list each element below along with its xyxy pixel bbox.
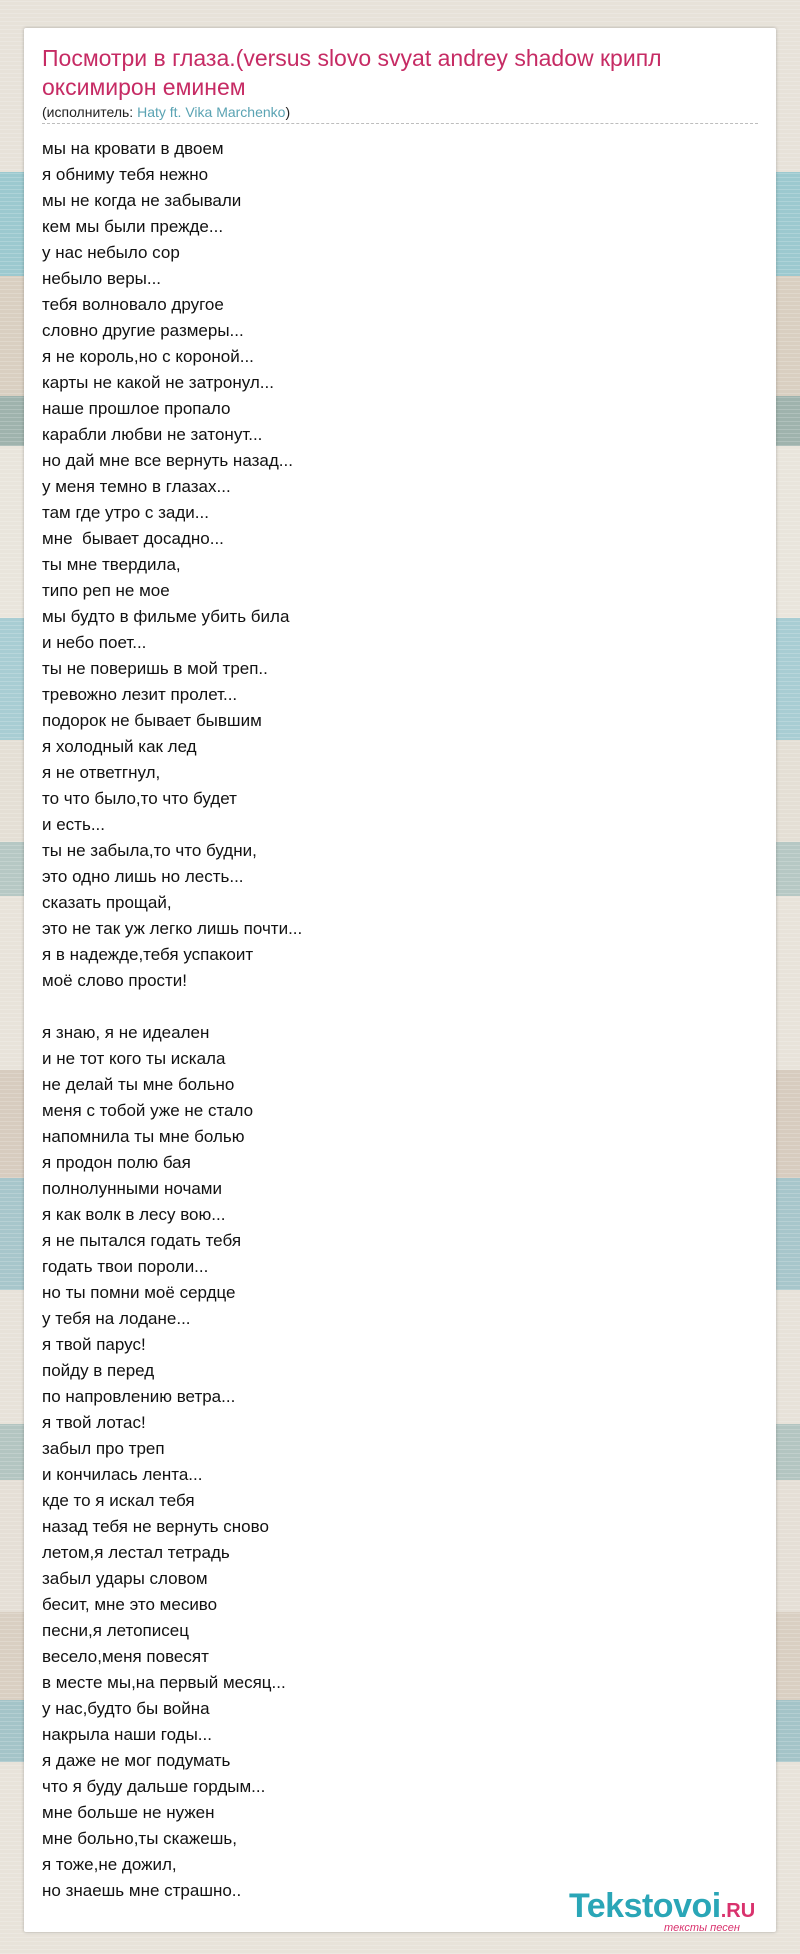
lyric-line: назад тебя не вернуть сново (42, 1517, 269, 1536)
song-byline (42, 103, 290, 121)
lyric-line: мне больно,ты скажешь, (42, 1829, 237, 1848)
logo-tagline: тексты песен (664, 1922, 740, 1934)
lyric-line: но дай мне все вернуть назад... (42, 451, 293, 470)
lyric-line: но ты помни моё сердце (42, 1283, 236, 1302)
lyric-line: и есть... (42, 815, 105, 834)
lyric-line: и не тот кого ты искала (42, 1049, 226, 1068)
lyric-line: песни,я летописец (42, 1621, 189, 1640)
lyric-line: я твой лотас! (42, 1413, 146, 1432)
lyric-line: это одно лишь но лесть... (42, 867, 244, 886)
lyric-line: я в надежде,тебя успакоит (42, 945, 254, 964)
lyric-line: типо реп не мое (42, 581, 170, 600)
lyric-line: забыл удары словом (42, 1569, 208, 1588)
lyric-line: наше прошлое пропало (42, 399, 231, 418)
lyric-line: у нас,будто бы война (42, 1699, 210, 1718)
lyric-line: это не так уж легко лишь почти... (42, 919, 303, 938)
lyric-line: и небо поет... (42, 633, 147, 652)
lyric-line: напомнила ты мне болью (42, 1127, 245, 1146)
lyric-line: ты мне твердила, (42, 555, 181, 574)
lyric-line: не делай ты мне больно (42, 1075, 235, 1094)
lyric-line: и кончилась лента... (42, 1465, 203, 1484)
lyric-line: мне больше не нужен (42, 1803, 215, 1822)
lyric-line: я знаю, я не идеален (42, 1023, 210, 1042)
lyric-line: я тоже,не дожил, (42, 1855, 177, 1874)
lyric-line: кде то я искал тебя (42, 1491, 195, 1510)
lyric-line: карты не какой не затронул... (42, 373, 274, 392)
lyric-line: меня с тобой уже не стало (42, 1101, 254, 1120)
lyrics-body (42, 136, 542, 1904)
lyric-line: полнолунными ночами (42, 1179, 222, 1198)
lyric-line: годать твои пороли... (42, 1257, 209, 1276)
lyric-line: у тебя на лодане... (42, 1309, 191, 1328)
lyric-line: по напровлению ветра... (42, 1387, 236, 1406)
lyric-line: я даже не мог подумать (42, 1751, 231, 1770)
lyric-line: тебя волновало другое (42, 295, 224, 314)
lyric-line: я холодный как лед (42, 737, 197, 756)
lyric-line: я твой парус! (42, 1335, 146, 1354)
lyric-line: у нас небыло сор (42, 243, 180, 262)
title-divider (42, 123, 758, 124)
byline-prefix: (исполнитель: (42, 104, 138, 120)
lyric-line: накрыла наши годы... (42, 1725, 212, 1744)
lyric-line: забыл про треп (42, 1439, 165, 1458)
lyric-line: карабли любви не затонут... (42, 425, 263, 444)
lyric-line: тревожно лезит пролет... (42, 685, 238, 704)
lyric-line: но знаешь мне страшно.. (42, 1881, 242, 1900)
lyric-line: кем мы были прежде... (42, 217, 224, 236)
lyric-line: у меня темно в глазах... (42, 477, 231, 496)
lyric-line: там где утро с зади... (42, 503, 209, 522)
logo-name: Tekstovoi (569, 1887, 721, 1925)
lyric-line: мы не когда не забывали (42, 191, 242, 210)
lyric-line: моё слово прости! (42, 971, 188, 990)
lyric-line: мне бывает досадно... (42, 529, 224, 548)
lyric-line: подорок не бывает бывшим (42, 711, 262, 730)
lyric-line: сказать прощай, (42, 893, 172, 912)
verse-gap (42, 994, 542, 1020)
song-title: Посмотри в глаза.(versus slovo svyat andrey shadow крипл оксимирон еминем (42, 45, 662, 100)
lyric-line: мы будто в фильме убить била (42, 607, 290, 626)
lyric-line: я не ответгнул, (42, 763, 161, 782)
lyric-line: ты не забыла,то что будни, (42, 841, 257, 860)
lyric-line: весело,меня повесят (42, 1647, 209, 1666)
byline-suffix: ) (285, 104, 291, 120)
lyric-line: я обниму тебя нежно (42, 165, 209, 184)
lyric-line: мы на кровати в двоем (42, 139, 224, 158)
lyric-line: я не пытался годать тебя (42, 1231, 242, 1250)
lyric-line: что я буду дальше гордым... (42, 1777, 266, 1796)
lyric-line: я не король,но с короной... (42, 347, 254, 366)
lyric-line: бесит, мне это месиво (42, 1595, 218, 1614)
lyric-line: летом,я лестал тетрадь (42, 1543, 230, 1562)
site-logo[interactable] (569, 1888, 769, 1936)
logo-tld: .RU (720, 1900, 756, 1922)
lyric-line: ты не поверишь в мой треп.. (42, 659, 268, 678)
lyric-line: пойду в перед (42, 1361, 155, 1380)
lyric-line: словно другие размеры... (42, 321, 244, 340)
artist-link[interactable]: Haty ft. Vika Marchenko (137, 104, 286, 120)
lyric-line: в месте мы,на первый месяц... (42, 1673, 286, 1692)
lyric-line: небыло веры... (42, 269, 162, 288)
lyric-line: я как волк в лесу вою... (42, 1205, 226, 1224)
lyric-line: я продон полю бая (42, 1153, 191, 1172)
lyric-line: то что было,то что будет (42, 789, 237, 808)
lyrics-card (24, 28, 776, 1932)
